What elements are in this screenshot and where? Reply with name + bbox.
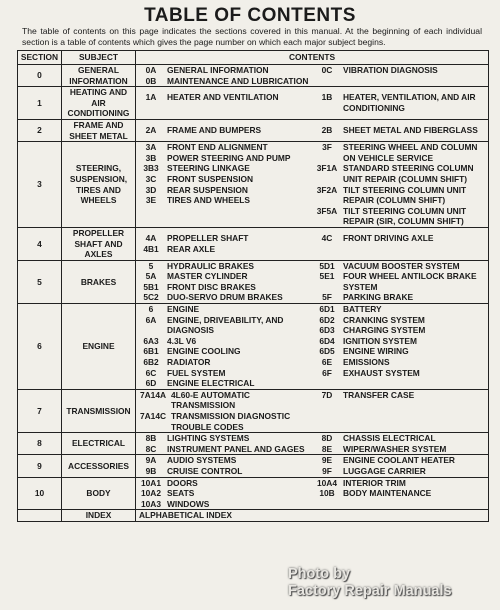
list-item [136, 378, 312, 389]
subsection-title: FRONT DISC BRAKES [167, 281, 256, 292]
list-item [136, 411, 312, 432]
contents-cell [136, 142, 489, 228]
contents-columns [136, 65, 488, 86]
subsection-title: SEATS [167, 488, 195, 499]
subsection-title: WIPER/WASHER SYSTEM [343, 443, 447, 454]
section-number: 9 [18, 455, 62, 477]
contents-columns [136, 390, 488, 432]
contents-columns [136, 478, 488, 510]
subsection-code: 10B [319, 488, 335, 499]
list-item [136, 488, 312, 499]
list-item [136, 357, 312, 368]
list-item [136, 466, 312, 477]
list-item [136, 125, 312, 136]
section-number: 2 [18, 119, 62, 141]
index-subject: INDEX [62, 510, 136, 522]
subsection-title: PROPELLER SHAFT [167, 233, 249, 244]
subject-name: HEATING AND AIR CONDITIONING [62, 87, 136, 120]
contents-column-right [312, 142, 488, 227]
contents-column-left [136, 92, 312, 113]
list-item [312, 368, 488, 379]
subsection-code: 3F5A [316, 205, 338, 216]
subsection-code: 7A14A [139, 389, 167, 400]
list-item [312, 357, 488, 368]
subject-name: PROPELLER SHAFT AND AXLES [62, 227, 136, 260]
list-item [136, 153, 312, 164]
contents-column-right [312, 433, 488, 454]
contents-cell [136, 389, 489, 432]
subsection-title: TRANSMISSION DIAGNOSTIC TROUBLE CODES [171, 411, 291, 432]
subsection-title: ENGINE COOLING [167, 346, 241, 357]
list-item [136, 76, 312, 87]
contents-table [17, 50, 489, 522]
contents-column-left [136, 65, 312, 86]
contents-column-right [312, 478, 488, 510]
header-row [18, 51, 489, 65]
table-row [18, 304, 489, 390]
contents-column-left [136, 142, 312, 227]
contents-columns [136, 92, 488, 113]
subsection-code: 4C [321, 233, 333, 244]
subsection-title: LIGHTING SYSTEMS [167, 433, 250, 444]
subsection-title: TIRES AND WHEELS [167, 195, 250, 206]
list-item [312, 65, 488, 76]
subsection-code: 0C [321, 65, 333, 75]
watermark-line-2: Factory Repair Manuals [288, 583, 452, 599]
contents-cell [136, 477, 489, 510]
subsection-code: 3A [145, 142, 157, 153]
subsection-title: TILT STEERING COLUMN UNIT REPAIR (COLUMN SHIFT) [343, 184, 467, 206]
list-item [136, 233, 312, 244]
contents-cell [136, 119, 489, 141]
subsection-code: 3F [322, 142, 332, 153]
subsection-code: 2A [145, 125, 157, 136]
contents-cell [136, 433, 489, 455]
list-item [312, 433, 488, 444]
page-title: TABLE OF CONTENTS [144, 5, 356, 26]
section-number: 3 [18, 142, 62, 228]
subsection-code: 6C [145, 367, 157, 378]
subsection-title: FRONT END ALIGNMENT [167, 142, 268, 153]
subsection-title: FOUR WHEEL ANTILOCK BRAKE SYSTEM [343, 271, 477, 292]
list-item [312, 142, 488, 163]
subsection-title: STEERING LINKAGE [167, 163, 250, 174]
subsection-title: RADIATOR [167, 357, 211, 368]
list-item [312, 488, 488, 499]
contents-cell [136, 455, 489, 477]
list-item [136, 478, 312, 489]
contents-columns [136, 455, 488, 476]
subsection-title: PARKING BRAKE [343, 292, 414, 303]
table-row [18, 433, 489, 455]
index-section-blank [18, 510, 62, 522]
subsection-code: 6D [145, 378, 157, 389]
list-item [312, 292, 488, 303]
subject-name: ENGINE [62, 304, 136, 390]
list-item [312, 315, 488, 326]
subsection-code: 5 [148, 260, 154, 271]
subsection-title: CRANKING SYSTEM [343, 314, 425, 325]
header-contents: CONTENTS [136, 51, 489, 65]
subsection-code: 6B2 [143, 357, 159, 368]
list-item [312, 455, 488, 466]
subsection-code: 0A [145, 65, 157, 75]
contents-column-right [312, 233, 488, 254]
subsection-code: 6D4 [319, 335, 335, 346]
table-row [18, 119, 489, 141]
table-row [18, 227, 489, 260]
list-item [136, 304, 312, 315]
subsection-title: BATTERY [343, 304, 382, 315]
subsection-code: 9A [145, 455, 157, 466]
subsection-title: TRANSFER CASE [343, 389, 415, 400]
subsection-code: 8B [145, 433, 157, 444]
contents-columns [136, 304, 488, 389]
contents-column-right [312, 92, 488, 113]
list-item [136, 455, 312, 466]
subsection-code: 10A2 [140, 488, 162, 499]
subsection-title: SHEET METAL AND FIBERGLASS [343, 125, 478, 136]
subsection-code: 6F [322, 367, 332, 378]
list-item [312, 261, 488, 272]
contents-cell [136, 304, 489, 390]
subject-name: BRAKES [62, 260, 136, 303]
list-item [312, 325, 488, 336]
contents-column-left [136, 478, 312, 510]
contents-column-right [312, 304, 488, 389]
list-item [312, 304, 488, 315]
subsection-code: 6A [145, 314, 157, 325]
list-item [312, 233, 488, 244]
subsection-title: VIBRATION DIAGNOSIS [343, 65, 438, 75]
list-item [136, 244, 312, 255]
table-row [18, 142, 489, 228]
header-section: SECTION [18, 51, 62, 65]
contents-cell [136, 87, 489, 120]
subsection-title: VACUUM BOOSTER SYSTEM [343, 260, 460, 271]
subsection-code: 5C2 [143, 292, 159, 303]
subsection-code: 10A1 [140, 477, 162, 488]
contents-column-left [136, 125, 312, 136]
subsection-code: 6D1 [319, 304, 335, 315]
subsection-title: ENGINE ELECTRICAL [167, 378, 255, 389]
subsection-title: BODY MAINTENANCE [343, 488, 432, 499]
list-item [312, 478, 488, 489]
subsection-code: 9B [145, 465, 157, 476]
contents-column-left [136, 433, 312, 454]
subsection-code: 3E [145, 195, 157, 206]
subsection-code: 3B [145, 152, 157, 163]
subsection-title: CRUISE CONTROL [167, 465, 243, 476]
contents-column-left [136, 261, 312, 303]
subsection-title: HEATER AND VENTILATION [167, 92, 279, 103]
section-number: 5 [18, 260, 62, 303]
list-item [312, 444, 488, 455]
list-item [136, 271, 312, 282]
subsection-code: 6E [321, 357, 333, 368]
list-item [136, 292, 312, 303]
subsection-title: AUDIO SYSTEMS [167, 455, 237, 466]
subsection-code: 1A [145, 92, 157, 103]
photo-watermark [288, 566, 452, 600]
list-item [312, 390, 488, 401]
watermark-line-1: Photo by [288, 566, 351, 582]
list-item [136, 444, 312, 455]
subsection-code: 5B1 [143, 281, 159, 292]
subsection-title: GENERAL INFORMATION [167, 65, 269, 75]
subject-name: ELECTRICAL [62, 433, 136, 455]
list-item [136, 261, 312, 272]
subsection-title: HEATER, VENTILATION, AND AIR CONDITIONING [343, 92, 476, 114]
list-item [136, 65, 312, 76]
section-number: 7 [18, 389, 62, 432]
subsection-code: 6A3 [143, 335, 159, 346]
subsection-title: 4.3L V6 [167, 335, 197, 346]
subsection-title: ENGINE, DRIVEABILITY, AND DIAGNOSIS [167, 314, 284, 336]
contents-columns [136, 261, 488, 303]
contents-column-right [312, 261, 488, 303]
subsection-title: ENGINE [167, 304, 200, 315]
subsection-code: 2B [321, 125, 333, 136]
subsection-code: 3D [145, 184, 157, 195]
subsection-title: CHARGING SYSTEM [343, 325, 426, 336]
list-item [312, 163, 488, 184]
list-item [312, 271, 488, 292]
subsection-code: 3B3 [143, 163, 159, 174]
table-row [18, 87, 489, 120]
subsection-code: 9F [322, 465, 332, 476]
list-item [136, 346, 312, 357]
table-body [18, 65, 489, 522]
list-item [312, 92, 488, 113]
section-number: 1 [18, 87, 62, 120]
section-number: 4 [18, 227, 62, 260]
list-item [312, 185, 488, 206]
subsection-title: STANDARD STEERING COLUMN UNIT REPAIR (COLUMN SHIFT) [343, 163, 474, 184]
section-number: 10 [18, 477, 62, 510]
table-row [18, 455, 489, 477]
contents-column-left [136, 390, 312, 432]
subject-name: GENERAL INFORMATION [62, 65, 136, 87]
header-subject: SUBJECT [62, 51, 136, 65]
subsection-title: MAINTENANCE AND LUBRICATION [167, 75, 309, 86]
subsection-code: 5A [145, 271, 157, 282]
subsection-code: 6D5 [319, 346, 335, 357]
list-item [136, 163, 312, 174]
subsection-code: 6D2 [319, 314, 335, 325]
subsection-title: INTERIOR TRIM [343, 477, 406, 488]
subsection-title: REAR SUSPENSION [167, 184, 248, 195]
subsection-title: TILT STEERING COLUMN UNIT REPAIR (SIR, COLUMN SHIFT) [343, 205, 467, 227]
list-item [136, 282, 312, 293]
subject-name: ACCESSORIES [62, 455, 136, 477]
subsection-title: FUEL SYSTEM [167, 367, 226, 378]
section-number: 0 [18, 65, 62, 87]
subsection-code: 8C [145, 443, 157, 454]
subsection-title: FRAME AND BUMPERS [167, 125, 262, 136]
list-item [136, 195, 312, 206]
subsection-code: 10A3 [140, 498, 162, 509]
contents-column-right [312, 125, 488, 136]
list-item [136, 368, 312, 379]
list-item [312, 466, 488, 477]
subsection-title: FRONT DRIVING AXLE [343, 233, 434, 244]
subsection-code: 5D1 [319, 260, 335, 271]
index-row [18, 510, 489, 522]
subsection-code: 3F2A [316, 184, 338, 195]
contents-column-left [136, 233, 312, 254]
subsection-title: ENGINE COOLANT HEATER [343, 455, 455, 466]
index-contents: ALPHABETICAL INDEX [136, 510, 489, 522]
subsection-code: 0B [145, 75, 157, 86]
contents-cell [136, 260, 489, 303]
subsection-title: MASTER CYLINDER [167, 271, 248, 282]
table-row [18, 65, 489, 87]
contents-columns [136, 125, 488, 136]
subsection-title: DOORS [167, 477, 198, 488]
list-item [136, 92, 312, 103]
subsection-code: 9E [321, 455, 333, 466]
intro-paragraph: The table of contents on this page indicates the sections covered in this manual. At the beginning of each individual section is a table of contents which gives the page number on which each major subject begins. [22, 26, 482, 47]
contents-columns [136, 233, 488, 254]
list-item [136, 433, 312, 444]
subsection-title: DUO-SERVO DRUM BRAKES [167, 292, 283, 303]
subsection-code: 8E [321, 443, 333, 454]
subsection-title: INSTRUMENT PANEL AND GAGES [167, 443, 305, 454]
contents-cell [136, 227, 489, 260]
subject-name: TRANSMISSION [62, 389, 136, 432]
section-number: 8 [18, 433, 62, 455]
subsection-title: POWER STEERING AND PUMP [167, 152, 291, 163]
subsection-title: EMISSIONS [343, 357, 390, 368]
list-item [312, 206, 488, 227]
subsection-code: 10A4 [316, 477, 338, 488]
contents-cell [136, 65, 489, 87]
subsection-title: FRONT SUSPENSION [167, 173, 254, 184]
subsection-code: 6D3 [319, 325, 335, 336]
table-row [18, 389, 489, 432]
list-item [312, 336, 488, 347]
subsection-title: CHASSIS ELECTRICAL [343, 433, 436, 444]
subsection-title: IGNITION SYSTEM [343, 335, 417, 346]
subsection-code: 5F [322, 292, 332, 303]
subsection-code: 5E1 [319, 271, 335, 282]
subsection-title: EXHAUST SYSTEM [343, 367, 420, 378]
contents-column-right [312, 65, 488, 86]
subsection-title: LUGGAGE CARRIER [343, 465, 426, 476]
subsection-code: 6 [148, 304, 154, 315]
subsection-code: 3C [145, 173, 157, 184]
contents-column-right [312, 390, 488, 432]
list-item [136, 336, 312, 347]
subsection-code: 3F1A [316, 163, 338, 174]
subject-name: STEERING, SUSPENSION, TIRES AND WHEELS [62, 142, 136, 228]
contents-columns [136, 433, 488, 454]
subsection-code: 1B [321, 92, 333, 103]
contents-columns [136, 142, 488, 227]
subsection-title: STEERING WHEEL AND COLUMN ON VEHICLE SERVICE [343, 142, 478, 163]
subsection-code: 4A [145, 233, 157, 244]
subsection-code: 7A14C [139, 411, 167, 421]
table-row [18, 477, 489, 510]
subsection-title: HYDRAULIC BRAKES [167, 260, 255, 271]
list-item [136, 142, 312, 153]
contents-column-right [312, 455, 488, 476]
subsection-title: REAR AXLE [167, 243, 216, 254]
subsection-title: WINDOWS [167, 498, 210, 509]
subject-name: BODY [62, 477, 136, 510]
subsection-code: 4B1 [143, 243, 159, 254]
list-item [136, 315, 312, 336]
list-item [136, 185, 312, 196]
subsection-code: 6B1 [143, 346, 159, 357]
table-row [18, 260, 489, 303]
subsection-title: ENGINE WIRING [343, 346, 409, 357]
subject-name: FRAME AND SHEET METAL [62, 119, 136, 141]
subsection-title: 4L60-E AUTOMATIC TRANSMISSION [171, 389, 250, 411]
subsection-code: 7D [321, 389, 333, 400]
list-item [136, 499, 312, 510]
subsection-code: 8D [321, 433, 333, 444]
list-item [136, 174, 312, 185]
list-item [312, 125, 488, 136]
section-number: 6 [18, 304, 62, 390]
list-item [312, 346, 488, 357]
contents-column-left [136, 455, 312, 476]
contents-column-left [136, 304, 312, 389]
list-item [136, 390, 312, 411]
